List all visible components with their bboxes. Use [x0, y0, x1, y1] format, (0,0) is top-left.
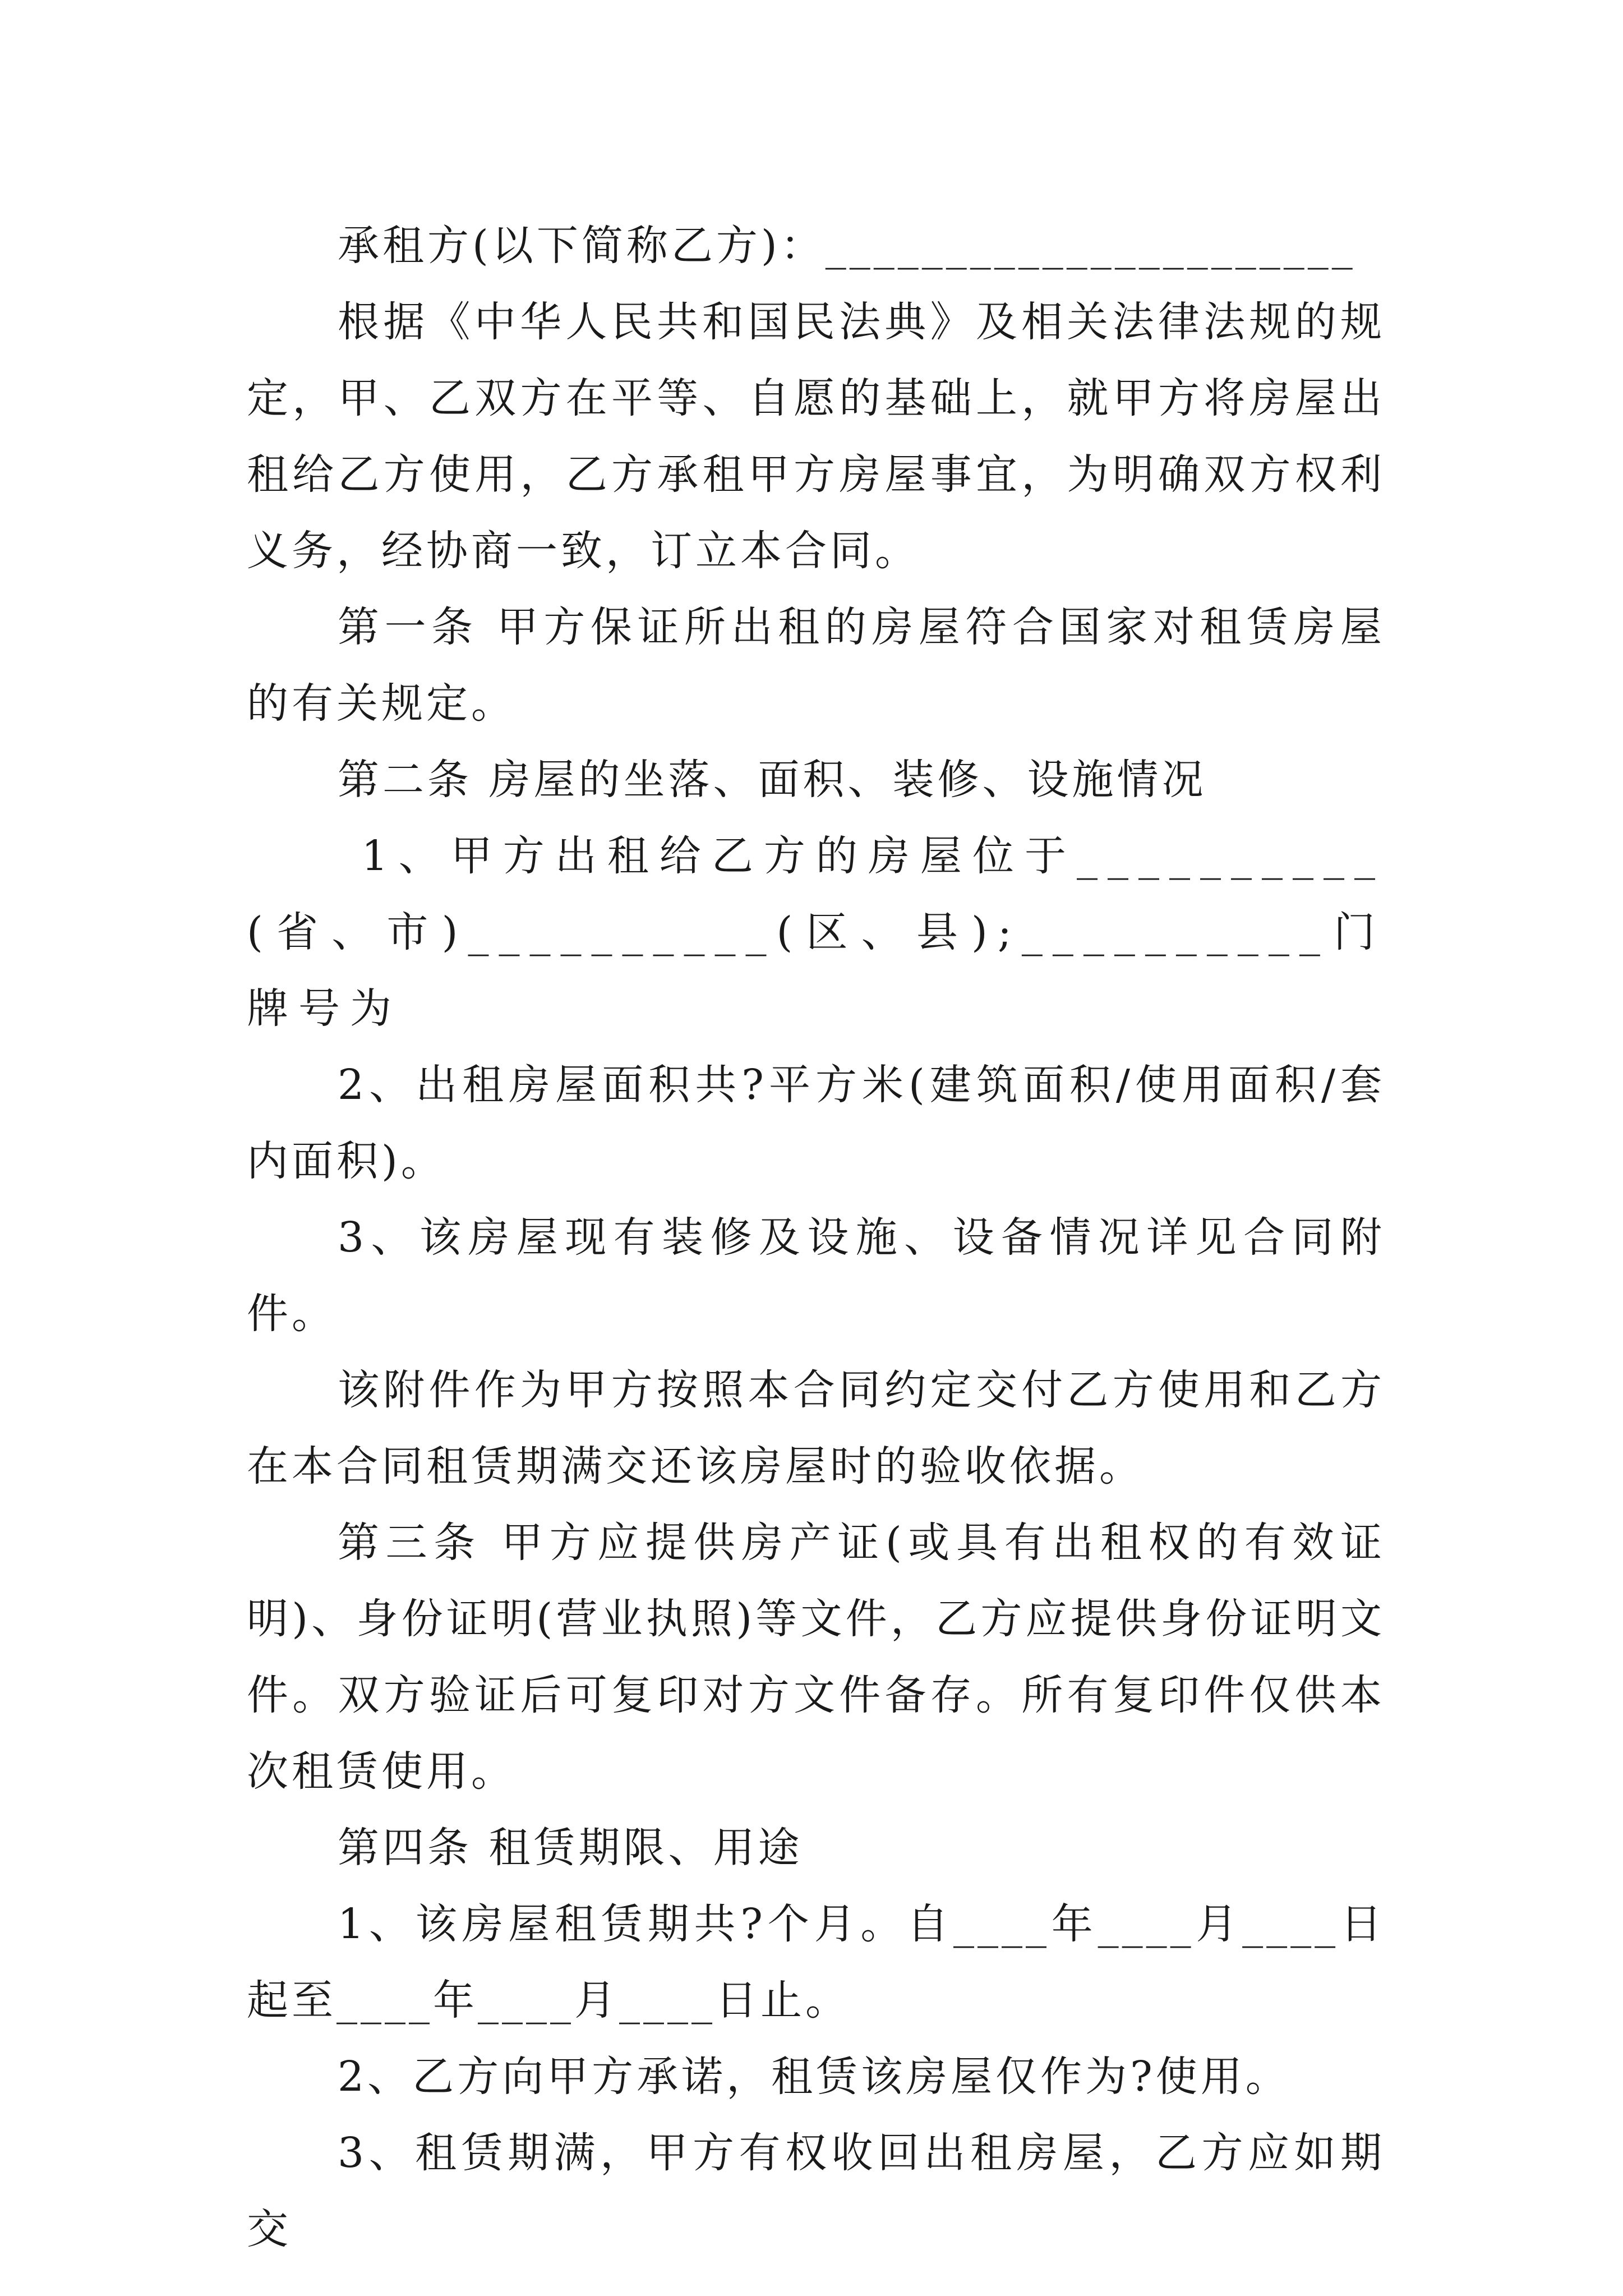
article-two-item-2: 2、出租房屋面积共?平方米(建筑面积/使用面积/套内面积)。 [247, 1061, 1385, 1185]
article-two-item-1: 1、甲方出租给乙方的房屋位于__________(省、市)__________(区、县);__________门牌号为 [247, 832, 1385, 1033]
lessee-line: 承租方(以下简称乙方)：______________________ [338, 222, 1356, 270]
preamble-paragraph: 根据《中华人民共和国民法典》及相关法律法规的规定，甲、乙双方在平等、自愿的基础上，就甲方将房屋出租给乙方使用，乙方承租甲方房屋事宜，为明确双方权利义务，经协商一致，订立本合同。 [247, 298, 1385, 575]
attachment-note: 该附件作为甲方按照本合同约定交付乙方使用和乙方在本合同租赁期满交还该房屋时的验收依据。 [247, 1366, 1385, 1490]
contract-body [247, 208, 1385, 2267]
article-three: 第三条 甲方应提供房产证(或具有出租权的有效证明)、身份证明(营业执照)等文件，乙方应提供身份证明文件。双方验证后可复印对方文件备存。所有复印件仅供本次租赁使用。 [247, 1519, 1385, 1796]
article-four-item-3: 3、租赁期满，甲方有权收回出租房屋，乙方应如期交 [247, 2129, 1385, 2253]
article-four-heading: 第四条 租赁期限、用途 [338, 1824, 803, 1872]
article-one: 第一条 甲方保证所出租的房屋符合国家对租赁房屋的有关规定。 [247, 603, 1385, 728]
article-two-heading: 第二条 房屋的坐落、面积、装修、设施情况 [338, 756, 1207, 804]
article-four-item-1: 1、该房屋租赁期共?个月。自____年____月____日起至____年____月____日止。 [247, 1900, 1385, 2024]
article-two-item-3: 3、该房屋现有装修及设施、设备情况详见合同附件。 [247, 1213, 1385, 1338]
article-four-item-2: 2、乙方向甲方承诺，租赁该房屋仅作为?使用。 [338, 2053, 1290, 2101]
